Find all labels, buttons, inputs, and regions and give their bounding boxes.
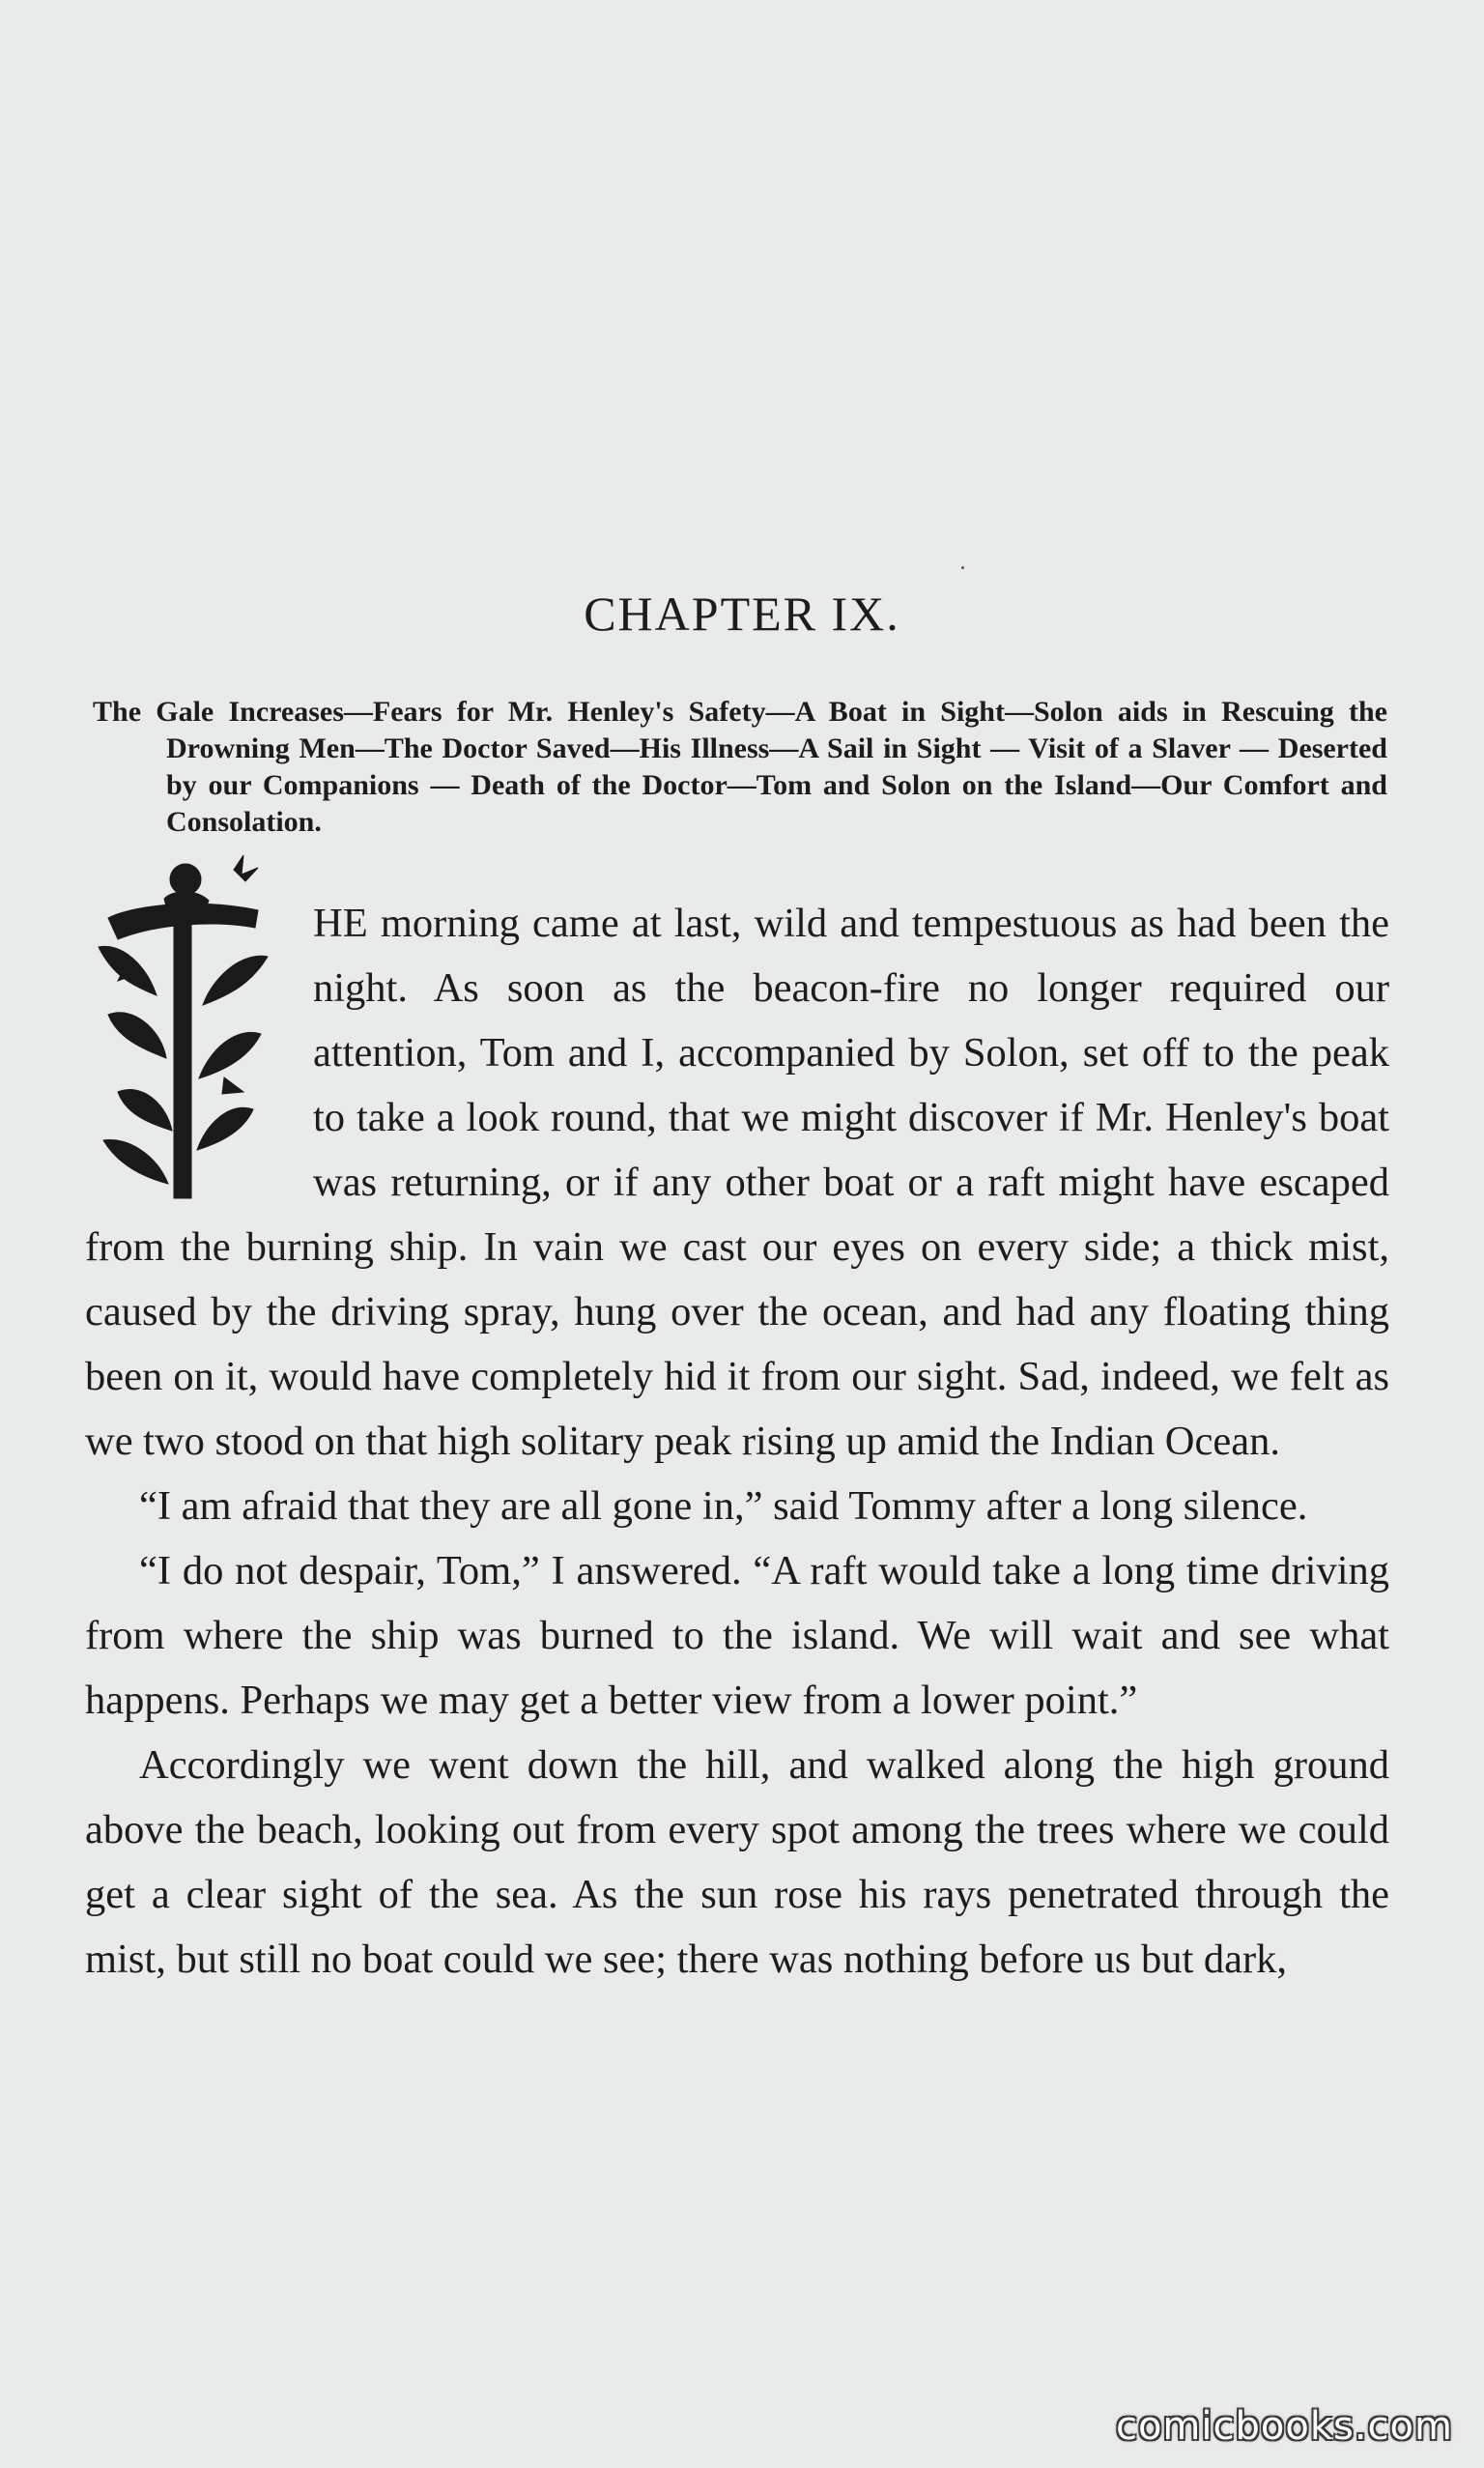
drop-cap-space [85,875,313,1189]
paragraph-1 [85,891,1389,1474]
chapter-title: CHAPTER IX. [584,587,900,641]
chapter-body [85,891,1389,1992]
paragraph-3: “I do not despair, Tom,” I answered. “A raft would take a long time driving from where the ship was burned to the island. We will wait and see what happens. Perhaps we may get a better view from a lower point.” [85,1548,1389,1723]
paragraph-4: Accordingly we went down the hill, and walked along the high ground above the beach, looking out from every spot among the trees where we could get a clear sight of the sea. As the sun rose his rays penetrated through the mist, but still no boat could we see; there was nothing before us but dark, [85,1742,1389,1982]
watermark: comicbooks.com [1115,2404,1453,2449]
paragraph-2: “I am afraid that they are all gone in,” said Tommy after a long silence. [139,1483,1308,1529]
paragraph-1-text: HE morning came at last, wild and tempestuous as had been the night. As soon as the beacon-fire no longer required our attention, Tom and I, accompanied by Solon, set off to the peak to take a look round, that we might discover if Mr. Henley's boat was returning, or if any other boat or a raft might have escaped from the burning ship. In vain we cast our eyes on every side; a thick mist, caused by the driving spray, hung over the ocean, and had any floating thing been on it, would have completely hid it from our sight. Sad, indeed, we felt as we two stood on that high solitary peak rising up amid the Indian Ocean. [85,901,1389,1464]
chapter-synopsis: The Gale Increases—Fears for Mr. Henley's Safety—A Boat in Sight—Solon aids in Rescuing the Drowning Men—The Doctor Saved—His Illness—A Sail in Sight — Visit of a Slaver — Deserted by our Companions — Death of the Doctor—Tom and Solon on the Island—Our Comfort and Consolation. [93,696,1387,838]
ink-speck [961,566,964,569]
